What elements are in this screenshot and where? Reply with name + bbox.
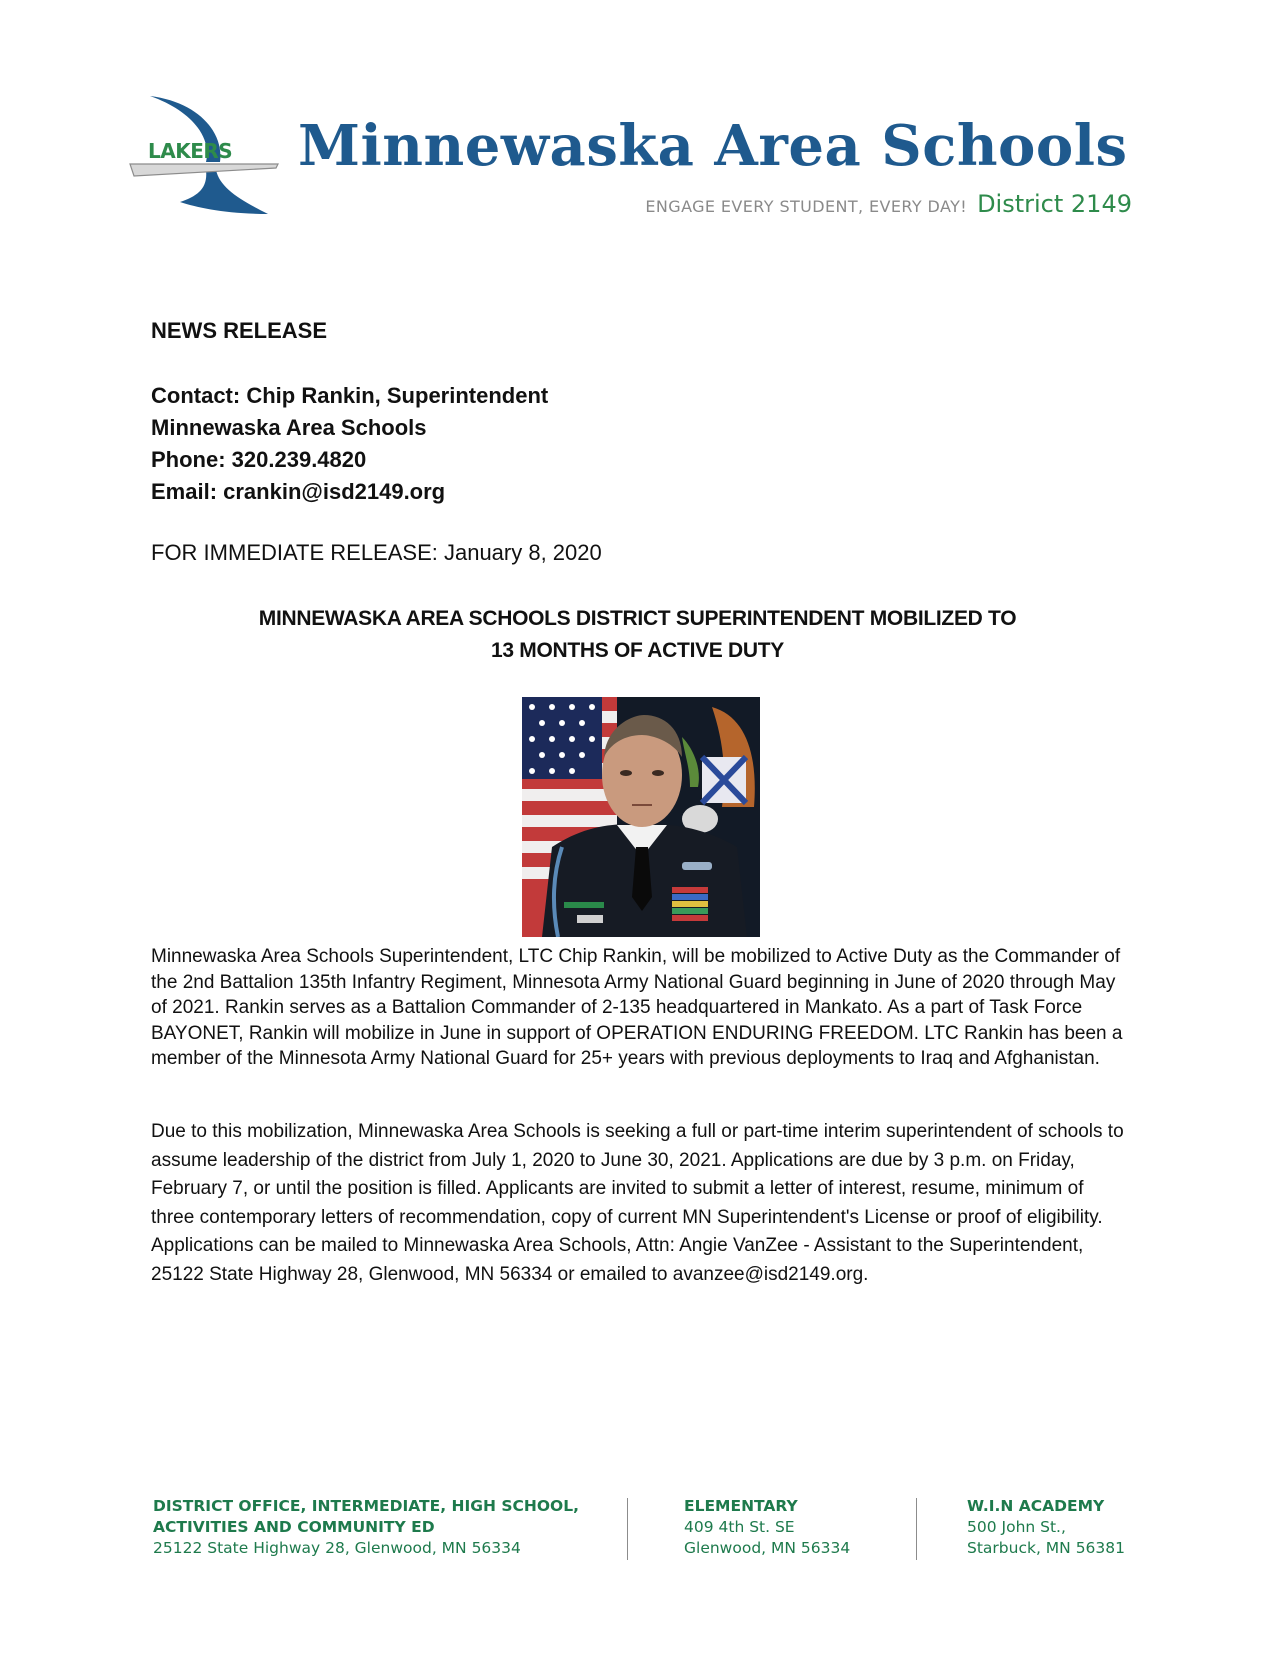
lakers-logo	[128, 92, 288, 222]
tagline: ENGAGE EVERY STUDENT, EVERY DAY!	[645, 197, 968, 216]
location-heading: ELEMENTARY	[684, 1497, 798, 1515]
location-address: Starbuck, MN 56381	[967, 1539, 1126, 1557]
footer-divider	[916, 1498, 917, 1560]
footer-location-district-office	[153, 1496, 579, 1559]
headline-line-1: MINNEWASKA AREA SCHOOLS DISTRICT SUPERINTENDENT MOBILIZED TO	[258, 607, 1017, 630]
contact-email: Email: crankin@isd2149.org	[151, 479, 446, 504]
footer-location-elementary	[684, 1496, 850, 1559]
release-date: FOR IMMEDIATE RELEASE: January 8, 2020	[151, 540, 602, 565]
contact-name: Contact: Chip Rankin, Superintendent	[151, 383, 549, 408]
location-address: 500 John St.,	[967, 1518, 1066, 1536]
headline	[150, 603, 1125, 667]
headline-line-2: 13 MONTHS OF ACTIVE DUTY	[490, 639, 785, 662]
lakers-sail-logo-icon	[128, 92, 288, 222]
news-release-label: NEWS RELEASE	[151, 318, 328, 343]
superintendent-photo	[522, 697, 760, 937]
district-number: District 2149	[977, 190, 1132, 218]
body-paragraph-2: Due to this mobilization, Minnewaska Area Schools is seeking a full or part-time interim superintendent of schools to assume leadership of the district from July 1, 2020 to June 30, 2021. Applications are due by 3 p.m. on Friday, February 7, or until the position is filled. Applicants are invited to submit a letter of interest, resume, minimum of three contemporary letters of recommendation, copy of current MN Superintendent's License or proof of eligibility. Applications can be mailed to Minnewaska Area Schools, Attn: Angie VanZee - Assistant to the Superintendent, 25122 State Highway 28, Glenwood, MN 56334 or emailed to avanzee@isd2149.org.	[151, 1121, 1124, 1285]
body-paragraph-1: Minnewaska Area Schools Superintendent, LTC Chip Rankin, will be mobilized to Active Duty as the Commander of the 2nd Battalion 135th Infantry Regiment, Minnesota Army National Guard beginning in June of 2020 through May of 2021. Rankin serves as a Battalion Commander of 2-135 headquartered in Mankato. As a part of Task Force BAYONET, Rankin will mobilize in June in support of OPERATION ENDURING FREEDOM. LTC Rankin has been a member of the Minnesota Army National Guard for 25+ years with previous deployments to Iraq and Afghanistan.	[151, 946, 1123, 1069]
organization-name: Minnewaska Area Schools	[298, 113, 1128, 179]
location-address: 25122 State Highway 28, Glenwood, MN 56334	[153, 1539, 521, 1557]
location-heading: ACTIVITIES AND COMMUNITY ED	[153, 1518, 435, 1536]
contact-block	[151, 380, 548, 508]
footer-addresses	[0, 1496, 1275, 1566]
contact-organization: Minnewaska Area Schools	[151, 415, 427, 440]
tagline-row	[645, 190, 1132, 218]
location-heading: DISTRICT OFFICE, INTERMEDIATE, HIGH SCHOOL,	[153, 1497, 579, 1515]
footer-location-win-academy	[967, 1496, 1125, 1559]
location-heading: W.I.N ACADEMY	[967, 1497, 1105, 1515]
lakers-wordmark: LAKERS	[148, 139, 233, 163]
footer-divider	[627, 1498, 628, 1560]
location-address: 409 4th St. SE	[684, 1518, 795, 1536]
contact-phone: Phone: 320.239.4820	[151, 447, 367, 472]
location-address: Glenwood, MN 56334	[684, 1539, 851, 1557]
